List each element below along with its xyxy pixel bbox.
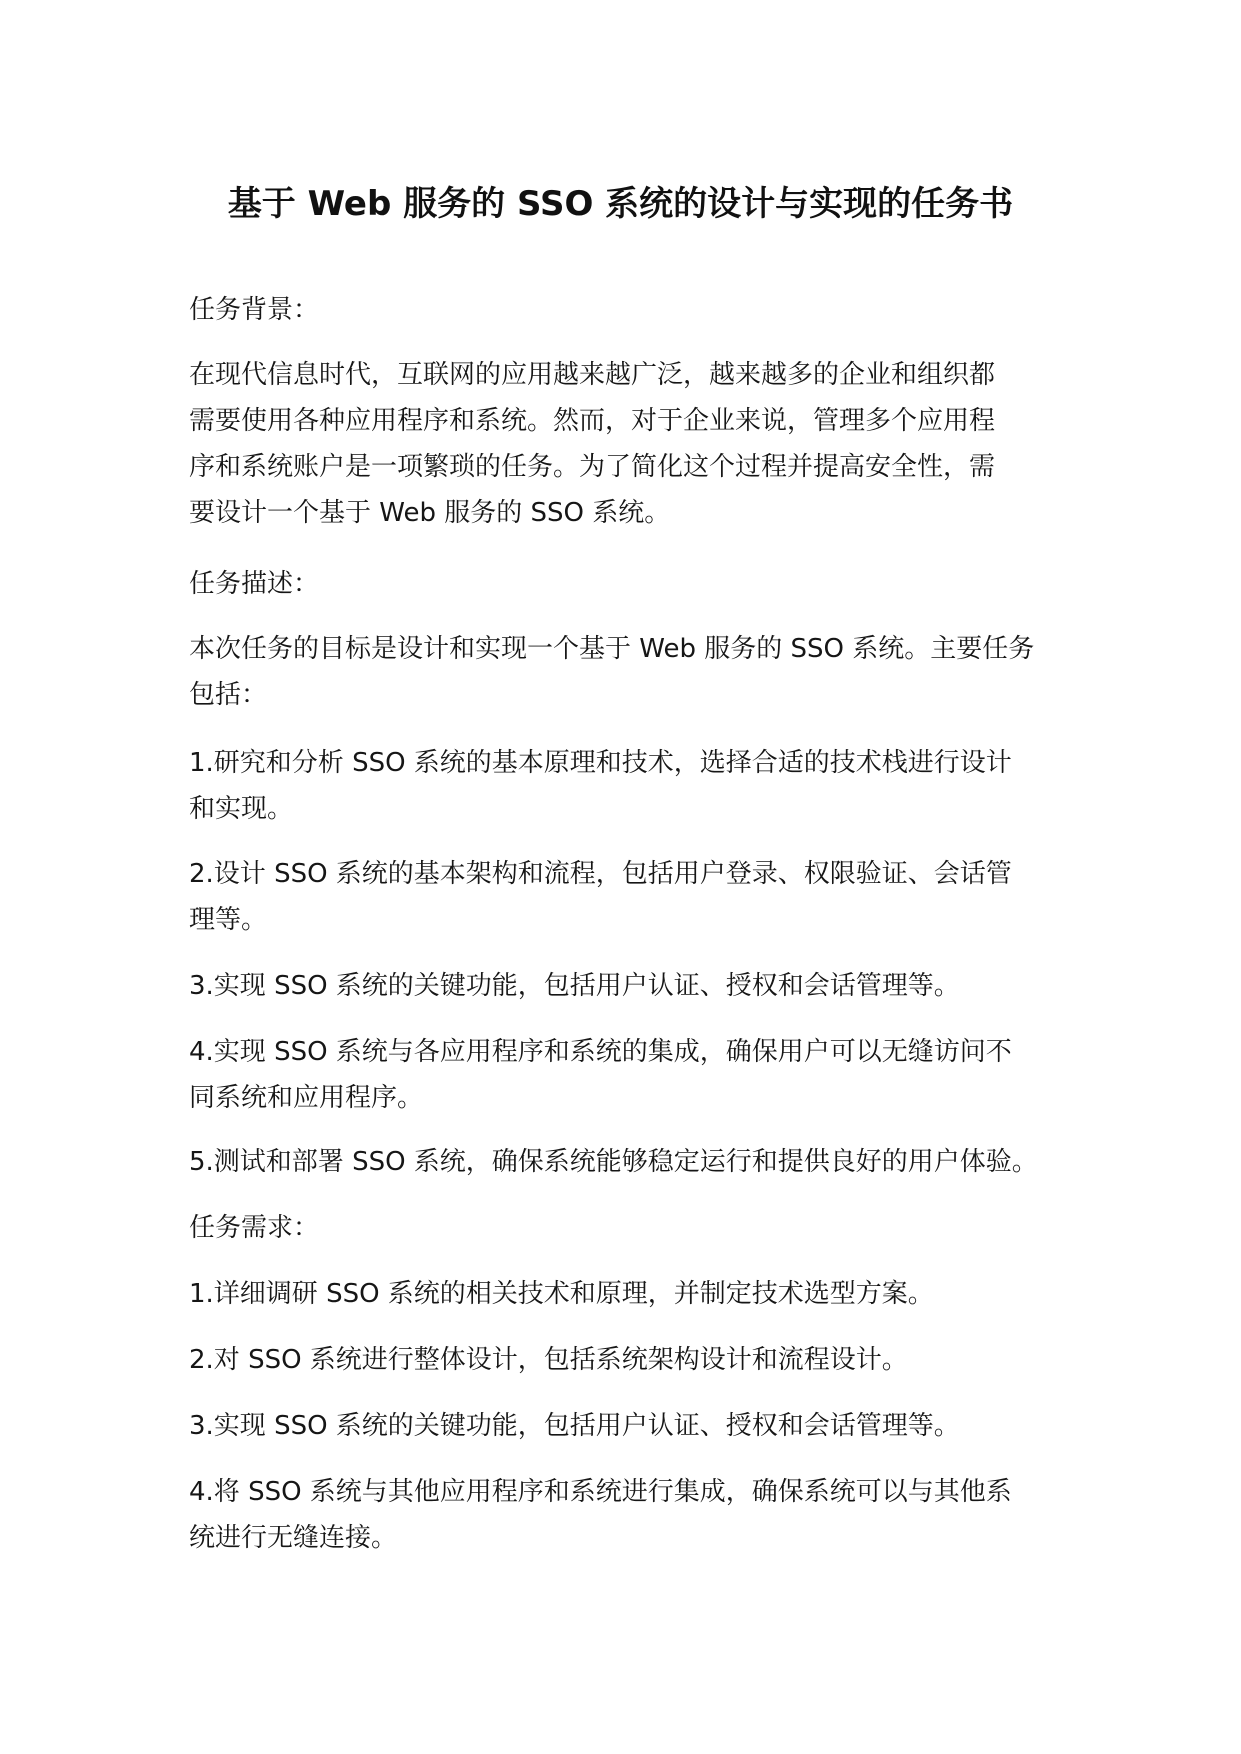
list-item-line: 4.实现 SSO 系统与各应用程序和系统的集成，确保用户可以无缝访问不 — [189, 1037, 1012, 1067]
background-paragraph — [189, 352, 1069, 536]
list-item-line: 3.实现 SSO 系统的关键功能，包括用户认证、授权和会话管理等。 — [189, 1411, 960, 1441]
paragraph-line: 需要使用各种应用程序和系统。然而，对于企业来说，管理多个应用程 — [189, 406, 996, 436]
list-item-line: 同系统和应用程序。 — [189, 1083, 424, 1113]
list-item-line: 和实现。 — [189, 794, 294, 824]
list-item-line: 1.详细调研 SSO 系统的相关技术和原理，并制定技术选型方案。 — [189, 1279, 934, 1309]
description-item-5 — [189, 1139, 1069, 1185]
list-item-line: 3.实现 SSO 系统的关键功能，包括用户认证、授权和会话管理等。 — [189, 971, 960, 1001]
paragraph-line: 序和系统账户是一项繁琐的任务。为了简化这个过程并提高安全性，需 — [189, 452, 996, 482]
list-item-line: 2.设计 SSO 系统的基本架构和流程，包括用户登录、权限验证、会话管 — [189, 859, 1012, 889]
section-heading-requirements: 任务需求： — [189, 1213, 320, 1243]
description-item-1 — [189, 740, 1069, 832]
paragraph-line: 本次任务的目标是设计和实现一个基于 Web 服务的 SSO 系统。主要任务 — [189, 634, 1035, 664]
requirements-item-2 — [189, 1337, 1069, 1383]
list-item-line: 2.对 SSO 系统进行整体设计，包括系统架构设计和流程设计。 — [189, 1345, 908, 1375]
list-item-line: 理等。 — [189, 905, 268, 935]
description-intro — [189, 626, 1069, 718]
requirements-item-1 — [189, 1271, 1069, 1317]
list-item-line: 统进行无缝连接。 — [189, 1523, 398, 1553]
section-heading-description: 任务描述： — [189, 569, 320, 599]
requirements-item-4 — [189, 1469, 1069, 1561]
paragraph-line: 要设计一个基于 Web 服务的 SSO 系统。 — [189, 498, 671, 528]
section-heading-background: 任务背景： — [189, 295, 320, 325]
list-item-line: 4.将 SSO 系统与其他应用程序和系统进行集成，确保系统可以与其他系 — [189, 1477, 1012, 1507]
description-item-2 — [189, 851, 1069, 943]
description-item-4 — [189, 1029, 1069, 1121]
paragraph-line: 包括： — [189, 680, 268, 710]
paragraph-line: 在现代信息时代，互联网的应用越来越广泛，越来越多的企业和组织都 — [189, 360, 996, 390]
document-title: 基于 Web 服务的 SSO 系统的设计与实现的任务书 — [227, 184, 1014, 224]
requirements-item-3 — [189, 1403, 1069, 1449]
list-item-line: 5.测试和部署 SSO 系统，确保系统能够稳定运行和提供良好的用户体验。 — [189, 1147, 1038, 1177]
description-item-3 — [189, 963, 1069, 1009]
list-item-line: 1.研究和分析 SSO 系统的基本原理和技术，选择合适的技术栈进行设计 — [189, 748, 1012, 778]
